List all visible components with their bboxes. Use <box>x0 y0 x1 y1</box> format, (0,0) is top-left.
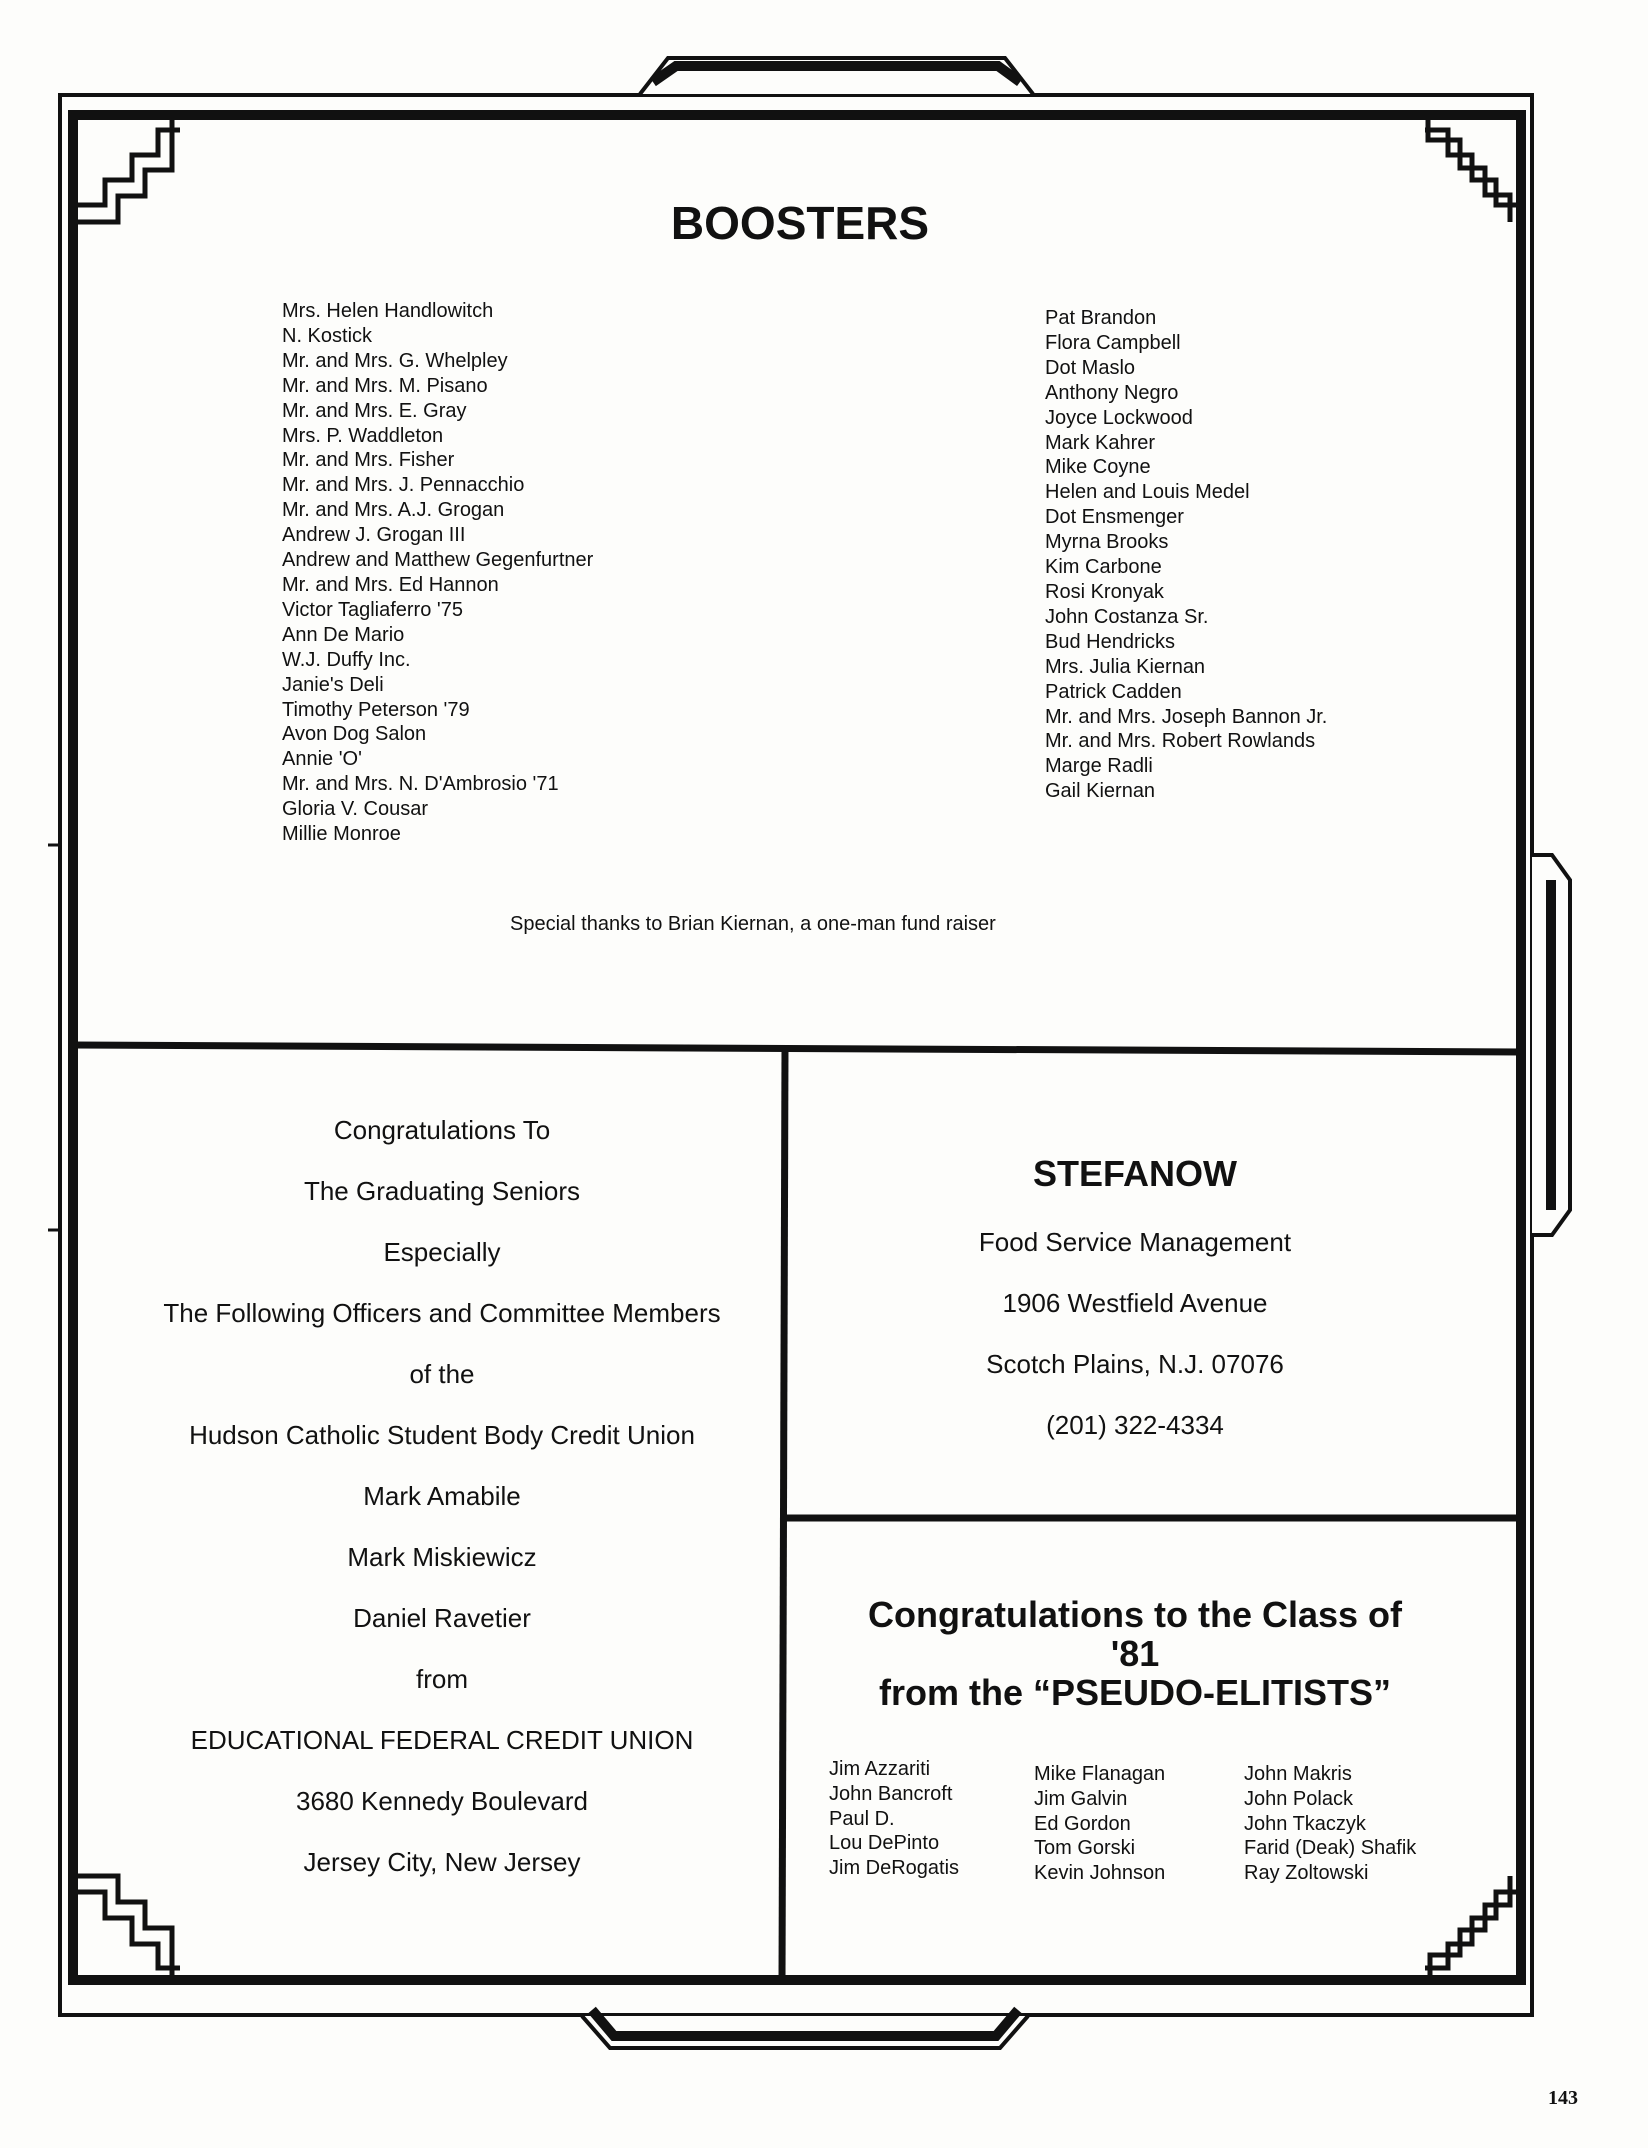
credit-union-line: The Following Officers and Committee Members <box>163 1298 721 1328</box>
credit-union-line: Congratulations To <box>333 1115 551 1145</box>
booster-name: Mrs. Julia Kiernan <box>1045 655 1206 678</box>
credit-union-line: Jersey City, New Jersey <box>303 1847 581 1877</box>
credit-union-line: Daniel Ravetier <box>353 1603 531 1633</box>
credit-union-line: EDUCATIONAL FEDERAL CREDIT UNION <box>190 1725 694 1755</box>
boosters-left-list <box>282 299 593 847</box>
class-ad-title <box>800 1595 1470 1712</box>
class-member-name: Ed Gordon <box>1034 1812 1131 1835</box>
credit-union-line: Mark Miskiewicz <box>347 1542 537 1572</box>
booster-name: Dot Ensmenger <box>1045 506 1184 529</box>
credit-union-line: The Graduating Seniors <box>303 1176 581 1206</box>
class-member-name: Paul D. <box>829 1807 895 1830</box>
booster-name: Pat Brandon <box>1045 307 1157 329</box>
booster-name: Mr. and Mrs. Ed Hannon <box>282 573 499 596</box>
booster-name: Andrew J. Grogan III <box>282 524 466 547</box>
stefanow-line: Food Service Management <box>978 1227 1292 1257</box>
booster-name: Mr. and Mrs. M. Pisano <box>282 374 488 397</box>
class-ad-title-line-3: from the “PSEUDO-ELITISTS” <box>878 1672 1392 1713</box>
booster-name: Ann De Mario <box>282 623 405 646</box>
class-member-name: John Bancroft <box>829 1782 953 1805</box>
class-member-name: Kevin Johnson <box>1034 1862 1166 1885</box>
booster-name: N. Kostick <box>282 324 373 347</box>
booster-name: W.J. Duffy Inc. <box>282 648 411 671</box>
booster-name: Janie's Deli <box>282 673 384 696</box>
booster-name: Flora Campbell <box>1045 331 1181 354</box>
stefanow-details <box>795 1225 1475 1469</box>
booster-name: Dot Maslo <box>1045 356 1136 379</box>
stefanow-line: (201) 322-4334 <box>1046 1410 1224 1440</box>
class-member-name: Mike Flanagan <box>1034 1763 1166 1785</box>
booster-name: Mike Coyne <box>1045 456 1151 479</box>
class-ad-title-line-1: Congratulations to the Class of <box>867 1594 1403 1635</box>
booster-name: Mr. and Mrs. Fisher <box>282 449 455 472</box>
class-names-column-3 <box>1244 1762 1416 1886</box>
class-member-name: Jim Galvin <box>1034 1787 1128 1810</box>
stefanow-ad <box>795 1153 1475 1469</box>
booster-name: Marge Radli <box>1045 755 1153 778</box>
booster-name: Annie 'O' <box>282 748 362 771</box>
class-member-name: Lou DePinto <box>829 1832 940 1855</box>
class-member-name: Jim Azzariti <box>829 1758 931 1780</box>
booster-name: Mark Kahrer <box>1045 431 1156 454</box>
class-member-name: Ray Zoltowski <box>1244 1862 1369 1885</box>
class-names-column-2 <box>1034 1762 1165 1886</box>
booster-name: Avon Dog Salon <box>282 723 427 746</box>
booster-name: Mr. and Mrs. E. Gray <box>282 399 467 422</box>
booster-name: Myrna Brooks <box>1045 531 1169 554</box>
booster-name: Rosi Kronyak <box>1045 580 1164 603</box>
booster-name: Kim Carbone <box>1045 556 1162 579</box>
booster-name: Mr. and Mrs. G. Whelpley <box>282 349 508 372</box>
booster-name: Mr. and Mrs. J. Pennacchio <box>282 474 525 497</box>
booster-name: Mr. and Mrs. Joseph Bannon Jr. <box>1045 705 1328 728</box>
booster-name: John Costanza Sr. <box>1045 605 1209 628</box>
booster-name: Gloria V. Cousar <box>282 798 428 821</box>
class-member-name: Jim DeRogatis <box>829 1857 960 1880</box>
booster-name: Joyce Lockwood <box>1045 406 1193 429</box>
credit-union-line: Hudson Catholic Student Body Credit Union <box>189 1420 695 1450</box>
class-member-name: Farid (Deak) Shafik <box>1244 1837 1417 1860</box>
booster-name: Mrs. P. Waddleton <box>282 424 444 447</box>
class-names-column-1 <box>829 1757 959 1881</box>
booster-name: Mr. and Mrs. N. D'Ambrosio '71 <box>282 773 559 796</box>
booster-name: Mr. and Mrs. A.J. Grogan <box>282 499 505 522</box>
stefanow-name: STEFANOW <box>1033 1153 1237 1194</box>
booster-name: Anthony Negro <box>1045 381 1179 404</box>
booster-name: Victor Tagliaferro '75 <box>282 598 463 621</box>
booster-name: Timothy Peterson '79 <box>282 698 470 721</box>
boosters-title: BOOSTERS <box>670 197 930 249</box>
booster-name: Helen and Louis Medel <box>1045 481 1250 504</box>
class-ad-title-line-2: '81 <box>1110 1633 1160 1674</box>
boosters-right-list <box>1045 306 1327 804</box>
page-number: 143 <box>1548 2087 1578 2109</box>
class-member-name: John Makris <box>1244 1763 1352 1785</box>
credit-union-ad <box>80 1100 804 1893</box>
credit-union-line: 3680 Kennedy Boulevard <box>295 1786 588 1816</box>
booster-name: Millie Monroe <box>282 823 401 846</box>
booster-name: Mr. and Mrs. Robert Rowlands <box>1045 730 1316 753</box>
class-member-name: John Polack <box>1244 1787 1353 1810</box>
special-thanks: Special thanks to Brian Kiernan, a one-man fund raiser <box>510 913 996 935</box>
booster-name: Patrick Cadden <box>1045 680 1182 703</box>
booster-name: Bud Hendricks <box>1045 630 1176 653</box>
credit-union-line: Mark Amabile <box>363 1481 521 1511</box>
stefanow-line: 1906 Westfield Avenue <box>1002 1288 1268 1318</box>
booster-name: Gail Kiernan <box>1045 780 1156 803</box>
credit-union-line: of the <box>409 1359 475 1389</box>
booster-name: Andrew and Matthew Gegenfurtner <box>282 549 594 572</box>
stefanow-line: Scotch Plains, N.J. 07076 <box>986 1349 1284 1379</box>
credit-union-line: from <box>416 1664 468 1694</box>
credit-union-line: Especially <box>383 1237 501 1267</box>
booster-name: Mrs. Helen Handlowitch <box>282 300 494 322</box>
class-member-name: John Tkaczyk <box>1244 1812 1366 1835</box>
class-member-name: Tom Gorski <box>1034 1837 1136 1860</box>
